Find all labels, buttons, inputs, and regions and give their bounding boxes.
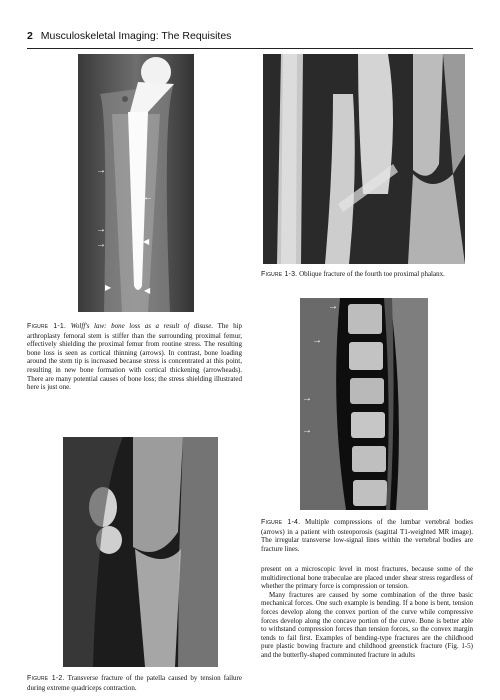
figure-1-1-image [78,54,194,312]
arrow-icon: → [302,425,312,436]
figure-1-3-caption [261,270,473,280]
arrow-icon: → [96,165,106,176]
arrowhead-icon: ◀ [143,237,150,246]
body-paragraph: present on a microscopic level in most fractures, because some of the multidirectional bone trabeculae are placed under shear stress regardless of whether the primary force is compression or tension. [261,565,473,591]
page-header [27,30,473,49]
body-text [261,565,473,660]
figure-label: Figure 1-3. [261,271,298,278]
figure-text: Transverse fracture of the patella caused by tension failure during extreme quadriceps contraction. [27,674,242,692]
figure-1-2-image [63,437,218,667]
figure-text: Oblique fracture of the fourth toe proximal phalanx. [299,270,445,278]
arrowhead-icon: ◀ [144,286,151,295]
page-number: 2 [27,30,33,42]
figure-label: Figure 1-2. [27,675,65,682]
figure-label: Figure 1-4. [261,519,301,526]
arrowhead-icon: ▶ [105,283,112,292]
arrow-icon: → [96,239,106,250]
figure-label: Figure 1-1. [27,323,67,330]
arrow-icon: → [312,335,322,346]
running-title: Musculoskeletal Imaging: The Requisites [40,30,232,42]
figure-1-1-caption [27,322,242,392]
figure-1-3-image [263,54,465,264]
body-paragraph: Many fractures are caused by some combination of the three basic mechanical forces. One such example is bending. If a bone is bent, tension forces develop along the convex portion of the curve while compressive forces develop along the concave portion of the curve. Bone is better able to withstand compression forces than tension forces, so the convex margin tends to fail first. Examples of bending-type fractures are the childhood pure plastic bowing fracture and childhood greenstick fracture (Fig. 1-5) and the butterfly-shaped comminuted fracture in adults [261,590,473,659]
figure-text: The hip arthroplasty femoral stem is stiffer than the surrounding proximal femur, effectively shielding the proximal femur from routine stress. The resulting bone loss is seen as cortical thinning (arrows). In contrast, bone loading around the stem tip is increased because stress is concentrated at this point, resulting in new bone formation with cortical thickening (arrowheads). There are many potential causes of bone loss; the stress shielding illustrated here is just one. [27,322,243,392]
figure-1-4-caption [261,518,473,553]
arrow-icon: → [96,224,106,235]
arrow-icon: ← [143,192,153,203]
figure-1-2-caption [27,674,242,692]
arrow-icon: → [302,393,312,404]
arrow-icon: → [328,301,338,312]
figure-text: Multiple compressions of the lumbar vertebral bodies (arrows) in a patient with osteoporosis (sagittal T1-weighted MR image). The irregular transverse low-signal lines within the vertebral bodies are fracture lines. [261,518,474,553]
figure-title: Wolff's law: bone loss as a result of disuse. [70,322,214,330]
figure-1-4-image [300,298,428,510]
